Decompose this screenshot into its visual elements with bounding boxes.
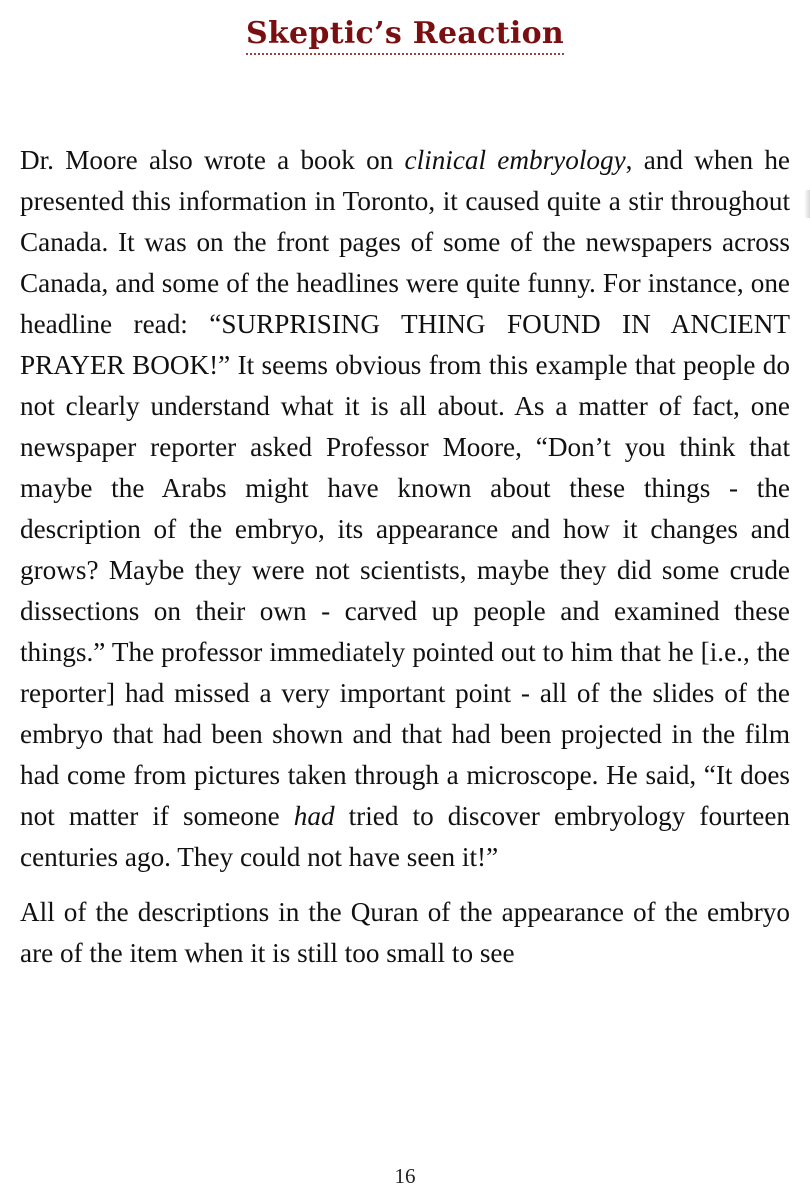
body-text [20, 140, 790, 974]
paragraph-2: All of the descriptions in the Quran of the appearance of the embryo are of the item when it is still too small to see [20, 897, 790, 968]
paragraph-1 [20, 140, 790, 878]
page-number: 16 [394, 1164, 416, 1188]
paragraph-1-part-1: Dr. Moore also wrote a book on [20, 145, 405, 175]
chapter-title [0, 16, 810, 51]
paragraph-1-italic-had: had [293, 801, 335, 831]
chapter-title-text: Skeptic’s Reaction [246, 16, 564, 55]
page-edge-mark [804, 190, 810, 218]
paragraph-1-italic-clinical-embryology: clinical embryology [404, 145, 626, 175]
paragraph-1-part-3: tried to discover embryology fourteen centuries ago. They could not have seen it!” [20, 801, 790, 872]
paragraph-1-part-2: , and when he presented this information in Toronto, it caused quite a stir throughout Canada. It was on the front pages of some of the newspapers across Canada, and some of the headlines were quite funny. For instance, one headline read: “SURPRISING THING FOUND IN ANCIENT PRAYER BOOK!” It seems obvious from this example that people do not clearly understand what it is all about. As a matter of fact, one newspaper reporter asked Professor Moore, “Don’t you think that maybe the Arabs might have known about these things - the description of the embryo, its appearance and how it changes and grows? Maybe they were not scientists, maybe they did some crude dissections on their own - carved up people and examined these things.” The professor immediately pointed out to him that he [i.e., the reporter] had missed a very important point - all of the slides of the embryo that had been shown and that had been projected in the film had come from pictures taken through a microscope. He said, “It does not matter if someone [20, 145, 790, 831]
